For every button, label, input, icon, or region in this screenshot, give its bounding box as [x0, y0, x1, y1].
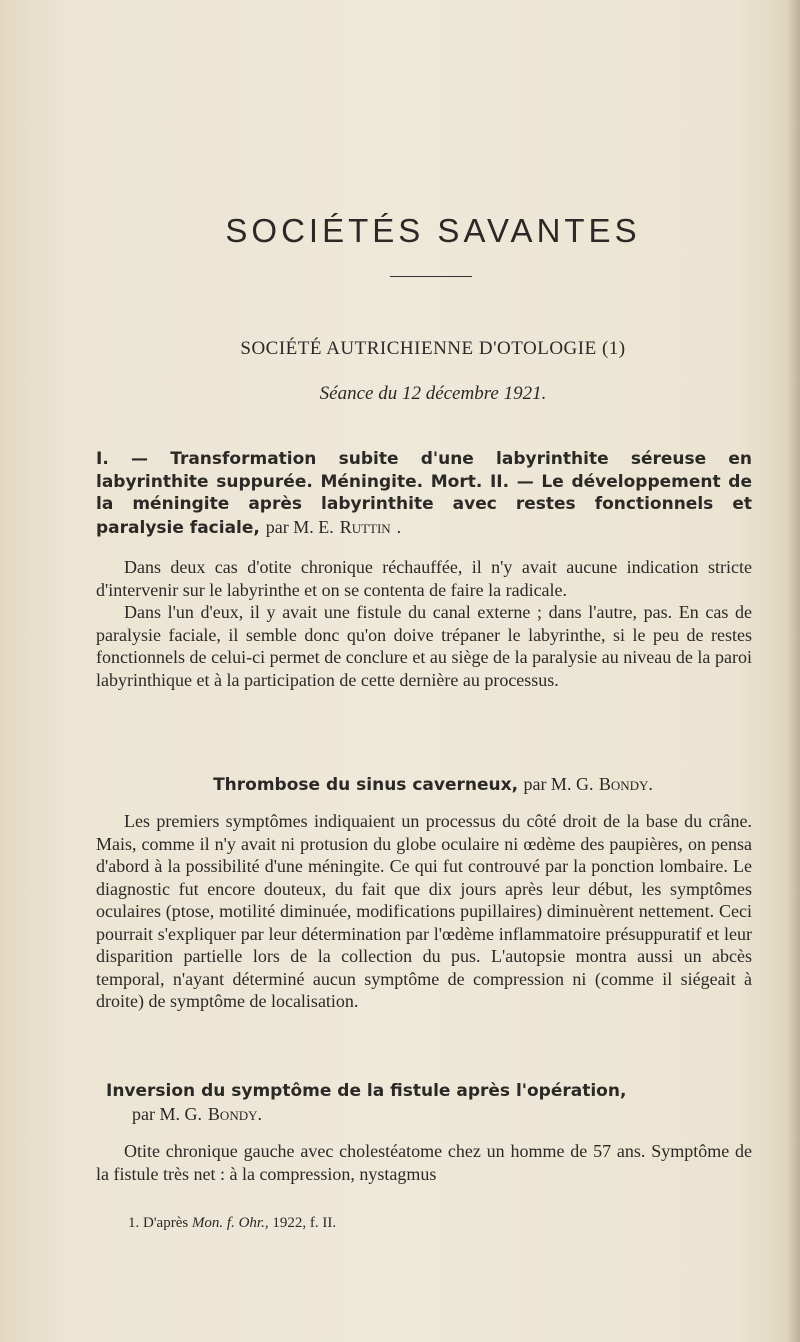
footnote-number: 1. [128, 1215, 140, 1231]
footnote [128, 1215, 336, 1232]
article-1-title: I. — Transformation subite d'une labyrinthite séreuse en labyrinthite suppurée. Méningite. Mort. II. — Le développement de la méningite après labyrinthite avec restes fonctionnels et paralysie faciale, [96, 449, 752, 538]
article-3-author-prefix: par M. G. [132, 1103, 202, 1124]
article-1-paragraph: Dans deux cas d'otite chronique réchauffée, il n'y avait aucune indication stricte d'intervenir sur le labyrinthe et on se contenta de faire la radicale. [96, 557, 752, 600]
article-1-author-prefix: par M. E. [265, 516, 334, 537]
page-edge-shadow [786, 0, 800, 1342]
page-title: SOCIÉTÉS SAVANTES [225, 212, 641, 249]
society-name: SOCIÉTÉ AUTRICHIENNE D'OTOLOGIE (1) [240, 338, 626, 359]
article-3-heading: Inversion du symptôme de la fistule après l'opération, par M. G. Bondy. [106, 1081, 627, 1124]
session-date: Séance du 12 décembre 1921. [319, 383, 547, 404]
article-1-paragraph: Dans l'un d'eux, il y avait une fistule du canal externe ; dans l'autre, pas. En cas de paralysie faciale, il semble donc qu'on doive trépaner le labyrinthe, si le peu de restes fonctionnels de celui-ci permet de conclure et au siège de la paralysie au niveau de la paroi labyrinthique et à la participation de cette dernière au processus. [96, 602, 752, 690]
article-2-title: Thrombose du sinus caverneux, [213, 775, 519, 795]
article-3-title: Inversion du symptôme de la fistule après l'opération, [106, 1081, 627, 1101]
article-3-author-name: Bondy [207, 1103, 258, 1124]
article-1-author-name: Ruttin [339, 516, 391, 537]
article-2-heading: Thrombose du sinus caverneux, par M. G. Bondy. [213, 774, 653, 795]
title-rule [390, 276, 472, 277]
article-3-paragraph: Otite chronique gauche avec cholestéatome chez un homme de 57 ans. Symptôme de la fistule très net : à la compression, nystagmus [96, 1141, 752, 1184]
footnote-journal: Mon. f. Ohr. [191, 1215, 265, 1231]
footnote-suffix: , 1922, f. II. [264, 1215, 337, 1231]
article-2-author-prefix: par M. G. [523, 774, 594, 794]
footnote-prefix: D'après [143, 1215, 189, 1231]
article-1-heading: I. — Transformation subite d'une labyrinthite séreuse en labyrinthite suppurée. Méningite. Mort. II. — Le développement de la méningite après labyrinthite avec restes fonctionnels et paralysie faciale, par M. E. Ruttin . [96, 449, 752, 538]
article-2-author-name: Bondy [598, 774, 649, 794]
article-3 [96, 1080, 752, 1185]
article-1 [96, 448, 752, 691]
article-2 [96, 810, 752, 1013]
article-2-paragraph: Les premiers symptômes indiquaient un processus du côté droit de la base du crâne. Mais, comme il n'y avait ni protusion du globe oculaire ni œdème des paupières, on pensa d'abord à la possibilité d'une méningite. Ce qui fut controuvé par la ponction lombaire. Le diagnostic fut encore douteux, du fait que dix jours après leur début, les symptômes oculaires (ptose, motilité diminuée, modifications pupillaires) diminuèrent nettement. Ceci pourrait s'expliquer par leur détermination par l'œdème inflammatoire présuppuratif et leur disparition partielle lors de la collection du pus. L'autopsie montra aussi un abcès temporal, n'ayant déterminé aucun symptôme de compression ni (comme il siégeait à droite) de symptôme de localisation. [96, 811, 752, 1011]
